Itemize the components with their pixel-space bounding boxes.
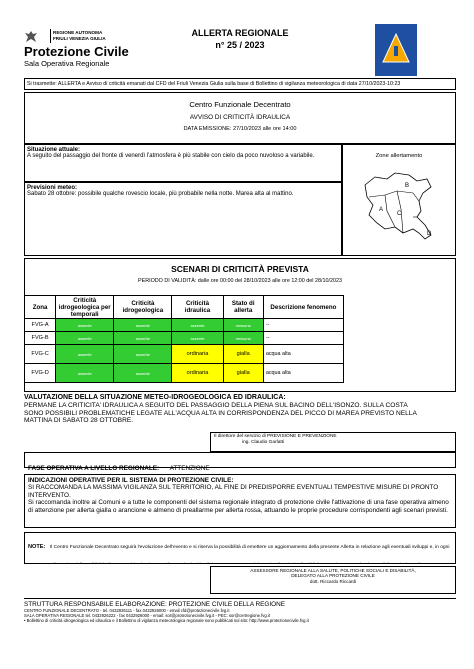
zone-cell: FVG-C — [25, 345, 56, 364]
situation-label: Situazione attuale: — [27, 147, 81, 153]
footer-line3: • Bollettino di criticità idrogeologica ed idraulica e il Bollettino di vigilanza meteorologica regionale sono pubblicati sul sito: http://www.protezionecivile.fvg.it — [24, 618, 309, 624]
triangle-emblem-icon — [375, 24, 417, 76]
center-subtitle: AVVISO DI CRITICITÀ IDRAULICA — [189, 114, 291, 121]
criticality-cell: assente — [114, 345, 172, 364]
criticality-cell: assente — [56, 332, 114, 345]
scenarios-table — [24, 295, 344, 383]
table-row — [25, 319, 344, 332]
forecast-box — [24, 182, 342, 256]
note-label: NOTE: — [28, 544, 46, 550]
zone-cell: FVG-B — [25, 332, 56, 345]
footer-title: STRUTTURA RESPONSABILE ELABORAZIONE: PROTEZIONE CIVILE DELLA REGIONE — [24, 601, 286, 608]
zone-label-b: B — [405, 183, 410, 189]
director-line2: ing. Claudio Garlatti — [242, 440, 285, 445]
region-line1: REGIONE AUTONOMA — [53, 30, 103, 35]
zone-map — [357, 167, 447, 247]
phase-value: ATTENZIONE — [169, 465, 210, 472]
col-header-hydraulic: Criticità idraulica — [172, 296, 223, 319]
region-line2: FRIULI VENEZIA GIULIA — [53, 36, 106, 41]
zone-label-d: D — [427, 231, 432, 237]
alert-state-cell: gialla — [223, 345, 263, 364]
criticality-cell: assente — [56, 364, 114, 383]
transmit-text: Si trasmette: ALLERTA e Avviso di criticità emanati dal CFD del Friuli Venezia Giulia sulla base di Bollettino di vigilanza meteorologica di data 27/10/2023-10:23 — [27, 81, 401, 87]
indications-box — [24, 474, 456, 528]
alert-title: ALLERTA REGIONALE — [191, 28, 289, 38]
col-header-zone: Zona — [25, 296, 56, 319]
criticality-cell: assente — [114, 319, 172, 332]
indications-text1: SI RACCOMANDA LA MASSIMA VIGILANZA SUL TERRITORIO, AL FINE DI PREDISPORRE EVENTUALI TEMPESTIVE MISURE DI PRONTO INTERVENTO. — [28, 484, 439, 499]
eagle-icon — [24, 30, 38, 44]
col-header-thunder: Criticità idrogeologica per temporali — [56, 296, 114, 319]
footer-line2: SALA OPERATIVA REGIONALE tel. 0432926222 - fax 0432926000 - email: sor@protezionecivile.fvg.it - PEC: sor@certregione.fvg.it — [24, 613, 270, 619]
header-divider — [50, 29, 51, 43]
description-cell: -- — [263, 332, 343, 345]
zone-cell: FVG-D — [25, 364, 56, 383]
transmit-box — [24, 78, 456, 90]
alert-number: n° 25 / 2023 — [215, 40, 265, 50]
col-header-hydrogeo: Criticità idrogeologica — [114, 296, 172, 319]
center-title: Centro Funzionale Decentrato — [189, 100, 291, 109]
evaluation-text: PERMANE LA CRITICITA' IDRAULICA A SEGUITO DEL PASSAGGIO DELLA PIENA SUL BACINO DELL'ISONZO. SULLA COSTA SONO POSSIBILI PROBLEMATICHE LEGATE ALL'ACQUA ALTA IN CORRISPONDENZA DEL PICCO DI MAREA PREVISTO NELLA MATTINA DI SABATO 28 OTTOBRE. — [24, 402, 417, 425]
indications-title: INDICAZIONI OPERATIVE PER IL SISTEMA DI PROTEZIONE CIVILE: — [28, 477, 234, 484]
alert-state-cell: nessuna — [223, 332, 263, 345]
map-box — [342, 144, 456, 256]
org-sub: Sala Operativa Regionale — [24, 59, 110, 68]
criticality-cell: ordinaria — [172, 345, 223, 364]
scenarios-validity: PERIODO DI VALIDITÀ: dalle ore 00:00 del 28/10/2023 alle ore 12:00 del 28/10/2023 — [138, 278, 342, 284]
alert-state-cell: gialla — [223, 364, 263, 383]
zone-cell: FVG-A — [25, 319, 56, 332]
scenarios-title: SCENARI DI CRITICITÀ PREVISTA — [171, 264, 309, 274]
criticality-cell: assente — [172, 319, 223, 332]
org-name: Protezione Civile — [24, 44, 129, 59]
director-line1: Il direttore del servizio di PREVISIONE E PREVENZIONE — [214, 434, 337, 439]
director-box — [210, 432, 456, 452]
alert-state-cell: nessuna — [223, 319, 263, 332]
map-title: Zone allertamento — [375, 153, 423, 159]
description-cell: acqua alta — [263, 345, 343, 364]
emission-date: DATA EMISSIONE: 27/10/2023 alle ore 14:00 — [183, 126, 297, 132]
evaluation-title: VALUTAZIONE DELLA SITUAZIONE METEO-IDROGEOLOGICA ED IDRAULICA: — [24, 394, 286, 401]
footer-line1: CENTRO FUNZIONALE DECENTRATO - tel. 0432926111 - fax 0432926000 - email cfd@protezionecivile.fvg.it — [24, 608, 230, 614]
note-text: Il Centro Funzionale Decentrato seguirà l'evoluzione dell'evento e si riserva la possibilità di emettere un aggiornamento della presente Allerta in relazione agli eventuali sviluppi e, in ogni — [49, 545, 450, 550]
phase-box — [24, 452, 456, 472]
assessor-box — [210, 566, 456, 594]
table-row — [25, 345, 344, 364]
criticality-cell: ordinaria — [172, 364, 223, 383]
situation-text: A seguito del passaggio del fronte di venerdì l'atmosfera è più stabile con cielo da poco nuvoloso a variabile. — [27, 153, 315, 159]
criticality-cell: assente — [56, 345, 114, 364]
criticality-cell: assente — [172, 332, 223, 345]
note-box — [24, 532, 456, 564]
table-header-row — [25, 296, 344, 319]
criticality-cell: assente — [114, 332, 172, 345]
zone-label-c: C — [397, 211, 402, 217]
criticality-cell: assente — [56, 319, 114, 332]
evaluation-section — [24, 394, 424, 425]
assessor-line2: DELEGATO ALLA PROTEZIONE CIVILE — [291, 573, 375, 579]
col-header-desc: Descrizione fenomeno — [263, 296, 343, 319]
footer — [24, 598, 456, 623]
forecast-text: Sabato 28 ottobre: possibile qualche rovescio locale, più probabile nella notte. Marea alta al mattino. — [27, 191, 294, 197]
forecast-label: Previsioni meteo: — [27, 185, 78, 191]
assessor-line1: ASSESSORE REGIONALE ALLA SALUTE, POLITICHE SOCIALI E DISABILITÀ, — [250, 568, 416, 573]
situation-box — [24, 144, 342, 182]
table-row — [25, 332, 344, 345]
col-header-state: Stato di allerta — [223, 296, 263, 319]
criticality-cell: assente — [114, 364, 172, 383]
region-logo — [24, 30, 38, 44]
civil-protection-emblem — [375, 24, 417, 76]
phase-label: FASE OPERATIVA A LIVELLO REGIONALE: — [28, 465, 160, 472]
indications-text2: Si raccomanda inoltre ai Comuni e a tutte le componenti del sistema regionale integrato di protezione civile l'attivazione di una fase operativa almeno di attenzione per allerta gialla o arancione e almeno di preallarme per allerta rossa, attuando le proprie procedure corrispondenti agli scenari previsti. — [28, 499, 449, 514]
zone-label-a: A — [379, 207, 384, 213]
description-cell: -- — [263, 319, 343, 332]
table-row — [25, 364, 344, 383]
assessor-line3: dott. Riccardo Riccardi — [309, 578, 357, 584]
region-outline — [365, 173, 431, 239]
description-cell: acqua alta — [263, 364, 343, 383]
